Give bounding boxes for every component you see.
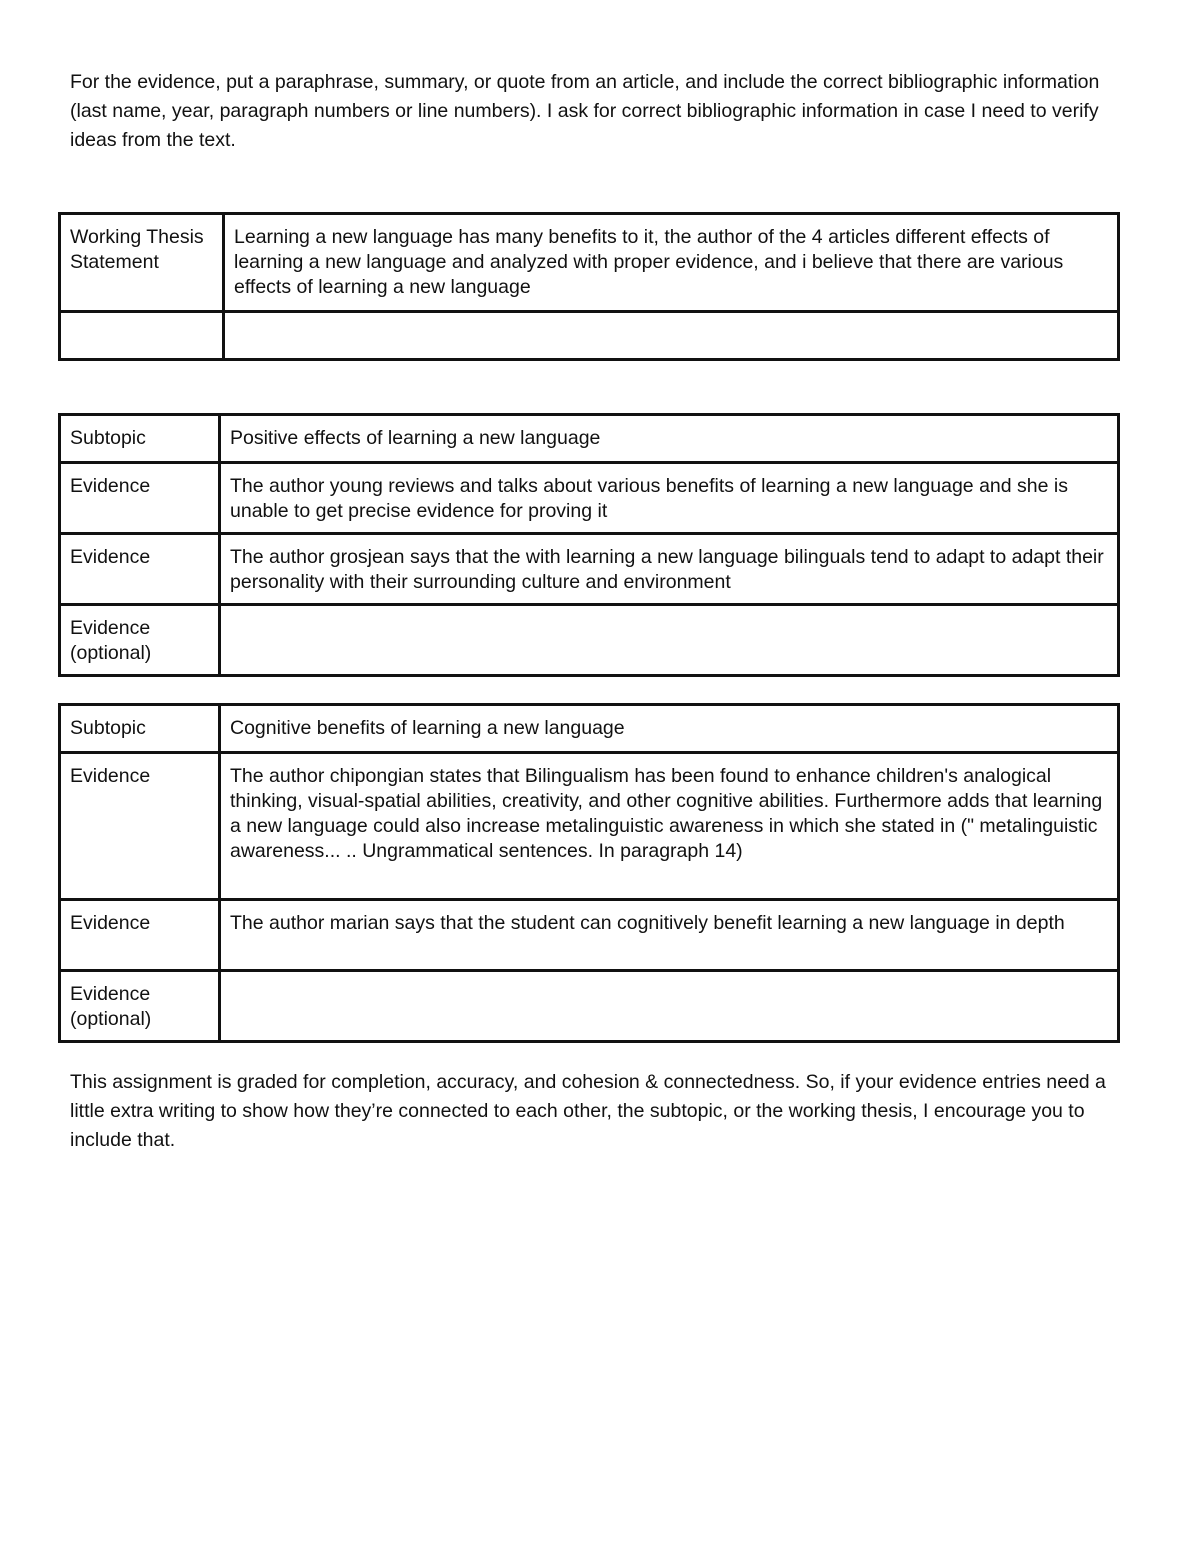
- thesis-label-cell: Working Thesis Statement: [60, 214, 224, 312]
- empty-label-cell: [60, 312, 224, 360]
- optional-evidence-label-cell: Evidence (optional): [60, 605, 220, 676]
- evidence-value-cell: The author chipongian states that Bilingualism has been found to enhance children's analogical thinking, visual-spatial abilities, creativity, and other cognitive abilities. Furthermore adds that learning a new language could also increase metalinguistic awareness in which she stated in (" metalinguistic awareness... .. Ungrammatical sentences. In paragraph 14): [220, 753, 1119, 900]
- optional-evidence-value-cell: [220, 605, 1119, 676]
- evidence-value-cell: The author grosjean says that the with learning a new language bilinguals tend to adapt to adapt their personality with their surrounding culture and environment: [220, 534, 1119, 605]
- optional-evidence-value-cell: [220, 971, 1119, 1042]
- table-row: [60, 971, 1119, 1042]
- table-row: [60, 605, 1119, 676]
- evidence-label-cell: Evidence: [60, 753, 220, 900]
- table-row: [60, 705, 1119, 753]
- evidence-label-cell: Evidence: [60, 463, 220, 534]
- thesis-table: [58, 212, 1120, 361]
- table-row: [60, 534, 1119, 605]
- evidence-value-cell: The author young reviews and talks about various benefits of learning a new language and she is unable to get precise evidence for proving it: [220, 463, 1119, 534]
- subtopic-label-cell: Subtopic: [60, 705, 220, 753]
- subtopic-value-cell: Positive effects of learning a new language: [220, 415, 1119, 463]
- subtopic-label-cell: Subtopic: [60, 415, 220, 463]
- table-row: [60, 415, 1119, 463]
- subtopic-value-cell: Cognitive benefits of learning a new language: [220, 705, 1119, 753]
- table-row: [60, 900, 1119, 971]
- evidence-label-cell: Evidence: [60, 534, 220, 605]
- table-row: [60, 463, 1119, 534]
- subtopic-table-2: [58, 703, 1120, 1043]
- thesis-statement-cell: Learning a new language has many benefits to it, the author of the 4 articles different effects of learning a new language and analyzed with proper evidence, and i believe that there are various effects of learning a new language: [224, 214, 1119, 312]
- optional-evidence-label-cell: Evidence (optional): [60, 971, 220, 1042]
- empty-value-cell: [224, 312, 1119, 360]
- table-row: [60, 214, 1119, 312]
- table-row: [60, 312, 1119, 360]
- instructions-paragraph: For the evidence, put a paraphrase, summary, or quote from an article, and include the correct bibliographic information (last name, year, paragraph numbers or line numbers). I ask for correct bibliographic information in case I need to verify ideas from the text.: [70, 71, 1100, 151]
- evidence-value-cell: The author marian says that the student can cognitively benefit learning a new language in depth: [220, 900, 1119, 971]
- subtopic-table-1: [58, 413, 1120, 677]
- grading-note-paragraph: This assignment is graded for completion, accuracy, and cohesion & connectedness. So, if your evidence entries need a little extra writing to show how they’re connected to each other, the subtopic, or the working thesis, I encourage you to include that.: [70, 1071, 1106, 1151]
- evidence-label-cell: Evidence: [60, 900, 220, 971]
- table-row: [60, 753, 1119, 900]
